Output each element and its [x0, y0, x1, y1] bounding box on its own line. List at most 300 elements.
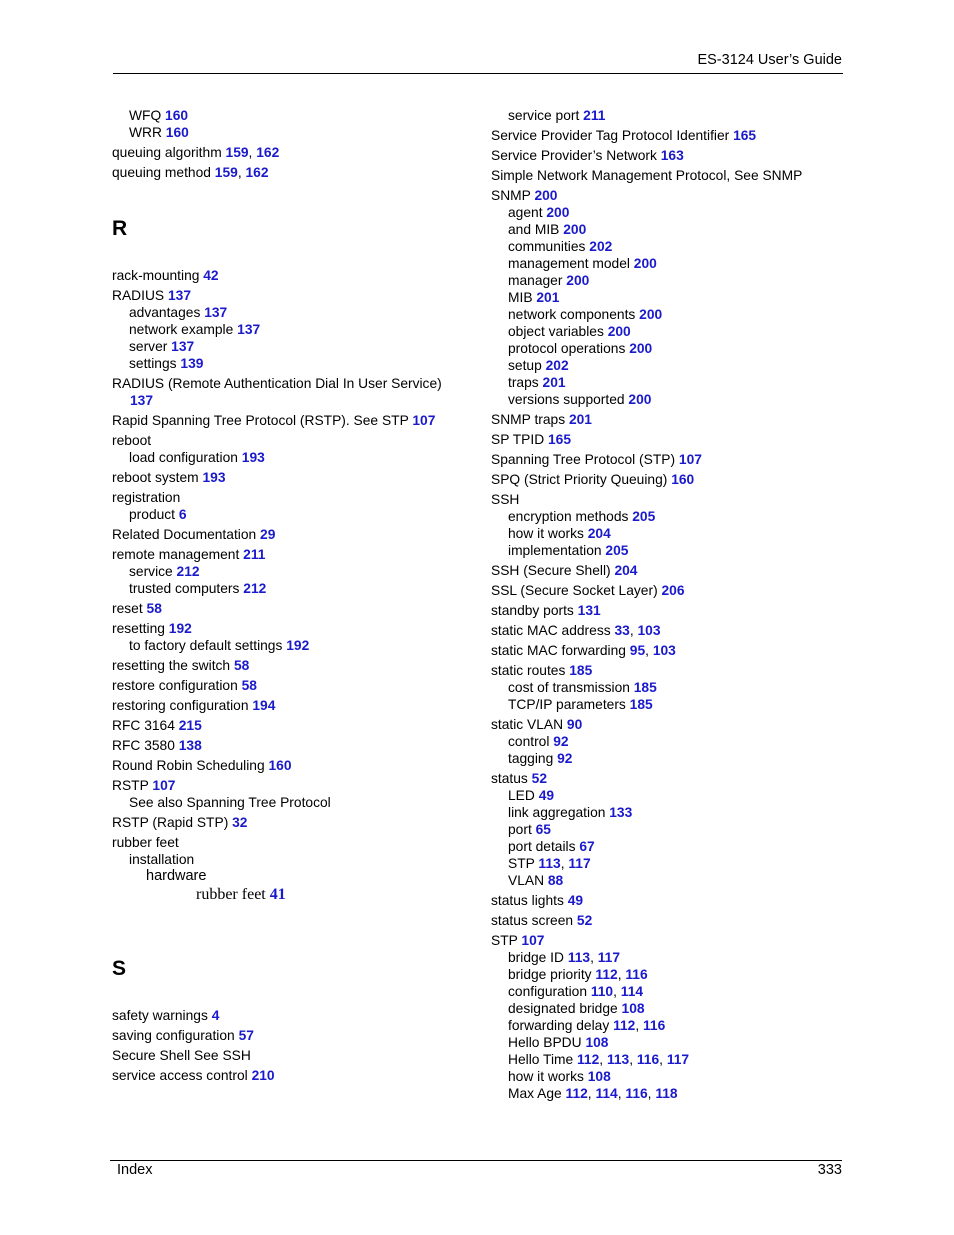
- index-term: RADIUS (Remote Authentication Dial In User Service): [112, 376, 442, 391]
- index-term: status: [491, 771, 532, 786]
- index-subentry: [112, 580, 472, 597]
- page-reference-link[interactable]: 210: [251, 1068, 275, 1083]
- index-term: encryption methods: [508, 509, 633, 524]
- index-entry: [491, 187, 851, 204]
- index-term: RADIUS: [112, 288, 168, 303]
- page-reference-link[interactable]: 42: [203, 268, 219, 283]
- index-term: reboot system: [112, 470, 203, 485]
- page-reference-link[interactable]: 41: [269, 886, 286, 903]
- page-reference-link[interactable]: 131: [577, 603, 601, 618]
- index-term: resetting: [112, 621, 169, 636]
- index-subentry: [491, 289, 851, 306]
- page-reference-link[interactable]: 192: [168, 621, 192, 636]
- index-term: WFQ: [129, 108, 166, 123]
- index-subentry: [491, 1000, 851, 1017]
- index-term: to factory default settings: [129, 638, 287, 653]
- index-term: traps: [508, 375, 543, 390]
- index-entry: [112, 1027, 472, 1044]
- index-entry: [112, 717, 472, 734]
- index-term: status lights: [491, 893, 568, 908]
- index-entry: [112, 144, 472, 161]
- index-entry: [491, 582, 851, 599]
- page-reference-link[interactable]: 116: [625, 1086, 648, 1101]
- index-subentry: [112, 124, 472, 141]
- index-term: product: [129, 507, 179, 522]
- page-reference-link[interactable]: 133: [609, 805, 633, 820]
- index-term: rubber feet: [196, 886, 270, 903]
- index-entry: [112, 489, 472, 506]
- page-reference-link[interactable]: 160: [268, 758, 292, 773]
- index-term: SP TPID: [491, 432, 548, 447]
- page-separator: ,: [590, 950, 598, 965]
- page-reference-link[interactable]: 139: [180, 356, 204, 371]
- page-reference-link[interactable]: 162: [256, 145, 280, 160]
- index-entry: [112, 375, 472, 392]
- index-term: configuration: [508, 984, 591, 999]
- index-term: how it works: [508, 1069, 588, 1084]
- index-subentry: [112, 321, 472, 338]
- page-reference-link[interactable]: 211: [243, 547, 266, 562]
- index-term: advantages: [129, 305, 205, 320]
- index-entry: [112, 657, 472, 674]
- page-reference-link[interactable]: 185: [633, 680, 657, 695]
- index-subentry: [491, 204, 851, 221]
- index-term: MIB: [508, 290, 537, 305]
- index-term: SSL (Secure Socket Layer): [491, 583, 662, 598]
- index-entry: [491, 451, 851, 468]
- index-subentry: [491, 107, 851, 124]
- page-separator: ,: [629, 1052, 637, 1067]
- page-reference-link[interactable]: 108: [587, 1069, 611, 1084]
- page-reference-link[interactable]: 202: [589, 239, 613, 254]
- index-term: bridge ID: [508, 950, 568, 965]
- index-subentry: [112, 794, 472, 811]
- index-section-letter: R: [112, 217, 128, 240]
- page-reference-link[interactable]: 137: [171, 339, 195, 354]
- index-entry: [491, 912, 851, 929]
- index-subentry: [491, 1085, 851, 1102]
- index-subentry: [491, 733, 851, 750]
- page-reference-link[interactable]: 162: [245, 165, 269, 180]
- page-reference-link[interactable]: 65: [535, 822, 551, 837]
- index-term: trusted computers: [129, 581, 244, 596]
- index-subentry: [112, 392, 472, 409]
- index-subentry: [491, 787, 851, 804]
- index-term: Secure Shell See SSH: [112, 1048, 251, 1063]
- index-term: registration: [112, 490, 181, 505]
- index-entry: [491, 770, 851, 787]
- index-subentry: [491, 750, 851, 767]
- page-reference-link[interactable]: 117: [568, 856, 591, 871]
- page-reference-link[interactable]: 57: [238, 1028, 254, 1043]
- index-entry: [491, 491, 851, 508]
- index-term: forwarding delay: [508, 1018, 614, 1033]
- page-reference-link[interactable]: 114: [595, 1086, 618, 1101]
- page-reference-link[interactable]: 116: [643, 1018, 666, 1033]
- index-term: SPQ (Strict Priority Queuing): [491, 472, 672, 487]
- page-reference-link[interactable]: 112: [595, 967, 618, 982]
- header-rule: [113, 73, 843, 74]
- page-separator: ,: [629, 623, 638, 638]
- index-term: server: [129, 339, 172, 354]
- index-term: reboot: [112, 433, 152, 448]
- index-subentry: [112, 304, 472, 321]
- index-entry: [112, 697, 472, 714]
- page-reference-link[interactable]: 192: [286, 638, 310, 653]
- index-subentry: [491, 1051, 851, 1068]
- index-term: and MIB: [508, 222, 564, 237]
- index-term: communities: [508, 239, 590, 254]
- page-reference-link[interactable]: 137: [237, 322, 261, 337]
- index-term: STP: [508, 856, 539, 871]
- index-subentry: [491, 255, 851, 272]
- page-reference-link[interactable]: 204: [587, 526, 611, 541]
- page-reference-link[interactable]: 107: [521, 933, 545, 948]
- index-subentry: [491, 983, 851, 1000]
- page-reference-link[interactable]: 212: [176, 564, 200, 579]
- page-separator: ,: [560, 856, 569, 871]
- page-separator: ,: [599, 1052, 607, 1067]
- index-term: queuing algorithm: [112, 145, 226, 160]
- index-entry: [112, 1007, 472, 1024]
- index-subentry: [112, 563, 472, 580]
- page-reference-link[interactable]: 108: [621, 1001, 645, 1016]
- page-reference-link[interactable]: 116: [636, 1052, 660, 1067]
- page-reference-link[interactable]: 200: [566, 273, 590, 288]
- page-reference-link[interactable]: 32: [232, 815, 248, 830]
- page-reference-link[interactable]: 138: [178, 738, 202, 753]
- index-term: Spanning Tree Protocol (STP): [491, 452, 679, 467]
- page-reference-link[interactable]: 95: [629, 643, 646, 658]
- page-reference-link[interactable]: 49: [567, 893, 584, 908]
- page-reference-link[interactable]: 116: [625, 967, 648, 982]
- index-term: implementation: [508, 543, 606, 558]
- page-reference-link[interactable]: 112: [613, 1018, 636, 1033]
- page-reference-link[interactable]: 165: [733, 128, 757, 143]
- page-separator: ,: [613, 984, 621, 999]
- page-reference-link[interactable]: 112: [577, 1052, 600, 1067]
- index-term: static MAC address: [491, 623, 615, 638]
- index-term: standby ports: [491, 603, 578, 618]
- index-term: service access control: [112, 1068, 252, 1083]
- index-term: saving configuration: [112, 1028, 239, 1043]
- page-reference-link[interactable]: 200: [633, 256, 657, 271]
- index-term: control: [508, 734, 554, 749]
- index-term: setup: [508, 358, 546, 373]
- index-term: SNMP: [491, 188, 535, 203]
- page-reference-link[interactable]: 52: [576, 913, 593, 928]
- page-reference-link[interactable]: 160: [671, 472, 695, 487]
- page-reference-link[interactable]: 185: [629, 697, 653, 712]
- footer-rule: [110, 1160, 842, 1161]
- index-entry: [112, 620, 472, 637]
- index-entry: [491, 642, 851, 659]
- page-reference-link[interactable]: 215: [178, 718, 202, 733]
- page-reference-link[interactable]: 52: [531, 771, 548, 786]
- index-entry: [112, 814, 472, 831]
- index-subentry: [491, 855, 851, 872]
- page-reference-link[interactable]: 204: [614, 563, 638, 578]
- index-subentry: [491, 238, 851, 255]
- index-term: Hello Time: [508, 1052, 578, 1067]
- page-reference-link[interactable]: 113: [606, 1052, 630, 1067]
- index-term: static VLAN: [491, 717, 567, 732]
- index-term: static MAC forwarding: [491, 643, 630, 658]
- page-reference-link[interactable]: 200: [563, 222, 587, 237]
- index-subentry: [491, 1017, 851, 1034]
- page-separator: ,: [617, 967, 626, 982]
- page-separator: ,: [647, 1086, 656, 1101]
- index-subentry: [491, 306, 851, 323]
- page-reference-link[interactable]: 114: [620, 984, 644, 999]
- index-term: object variables: [508, 324, 608, 339]
- page-reference-link[interactable]: 117: [597, 950, 621, 965]
- page-reference-link[interactable]: 49: [538, 788, 555, 803]
- index-entry: [491, 892, 851, 909]
- index-term: settings: [129, 356, 181, 371]
- page-reference-link[interactable]: 202: [545, 358, 569, 373]
- index-entry: [491, 127, 851, 144]
- index-term: STP: [491, 933, 522, 948]
- page-separator: ,: [659, 1052, 667, 1067]
- index-term: Simple Network Management Protocol, See SNMP: [491, 168, 803, 183]
- page-reference-link[interactable]: 137: [204, 305, 228, 320]
- index-subentry: [491, 508, 851, 525]
- page-reference-link[interactable]: 113: [538, 856, 561, 871]
- page-reference-link[interactable]: 107: [412, 413, 436, 428]
- page-reference-link[interactable]: 200: [629, 341, 653, 356]
- index-subentry: [491, 525, 851, 542]
- index-term: cost of transmission: [508, 680, 634, 695]
- page-reference-link[interactable]: 90: [566, 717, 583, 732]
- index-term: tagging: [508, 751, 558, 766]
- index-term: RSTP (Rapid STP): [112, 815, 233, 830]
- page-reference-link[interactable]: 200: [546, 205, 570, 220]
- page-reference-link[interactable]: 205: [605, 543, 629, 558]
- index-term: port details: [508, 839, 580, 854]
- index-entry: [491, 471, 851, 488]
- page-reference-link[interactable]: 200: [607, 324, 631, 339]
- index-subentry: [491, 966, 851, 983]
- page-reference-link[interactable]: 117: [666, 1052, 690, 1067]
- index-subentry: [112, 338, 472, 355]
- index-entry: [112, 834, 472, 851]
- index-term: SSH (Secure Shell): [491, 563, 615, 578]
- page-reference-link[interactable]: 211: [583, 108, 606, 123]
- index-term: static routes: [491, 663, 570, 678]
- page-reference-link[interactable]: 110: [590, 984, 614, 999]
- index-section-letter: S: [112, 957, 127, 980]
- index-term: safety warnings: [112, 1008, 212, 1023]
- index-entry: [112, 267, 472, 284]
- page-reference-link[interactable]: 200: [534, 188, 558, 203]
- footer-section-name: Index: [117, 1162, 153, 1178]
- index-column-right: [491, 107, 851, 1102]
- page-reference-link[interactable]: 193: [241, 450, 265, 465]
- index-subentry: [112, 355, 472, 372]
- index-term: service port: [508, 108, 584, 123]
- page-reference-link[interactable]: 193: [202, 470, 226, 485]
- index-entry: [491, 602, 851, 619]
- index-subentry: [112, 851, 472, 868]
- index-term: RSTP: [112, 778, 153, 793]
- index-term: Rapid Spanning Tree Protocol (RSTP). See STP: [112, 413, 413, 428]
- index-entry: [112, 777, 472, 794]
- index-term: rubber feet: [112, 835, 179, 850]
- page-reference-link[interactable]: 118: [655, 1086, 678, 1101]
- index-term: how it works: [508, 526, 588, 541]
- page-reference-link[interactable]: 29: [260, 527, 276, 542]
- page-reference-link[interactable]: 107: [678, 452, 702, 467]
- index-entry: [112, 164, 472, 181]
- page-reference-link[interactable]: 160: [165, 125, 189, 140]
- page-reference-link[interactable]: 200: [639, 307, 663, 322]
- page-reference-link[interactable]: 165: [548, 432, 572, 447]
- index-subentry: [491, 340, 851, 357]
- page-reference-link[interactable]: 58: [233, 658, 250, 673]
- index-term: restore configuration: [112, 678, 242, 693]
- page-reference-link[interactable]: 159: [225, 145, 249, 160]
- running-header-title: ES-3124 User’s Guide: [697, 52, 842, 68]
- page-separator: ,: [248, 145, 257, 160]
- index-entry: [491, 147, 851, 164]
- index-term: service: [129, 564, 177, 579]
- index-column-left: [112, 107, 472, 1084]
- footer-page-number: 333: [817, 1162, 842, 1178]
- page-reference-link[interactable]: 201: [536, 290, 560, 305]
- index-subentry: [112, 449, 472, 466]
- page-reference-link[interactable]: 92: [553, 734, 569, 749]
- page-reference-link[interactable]: 201: [568, 412, 592, 427]
- page-reference-link[interactable]: 58: [241, 678, 257, 693]
- index-term: installation: [129, 852, 195, 867]
- index-entry: [491, 431, 851, 448]
- page-reference-link[interactable]: 113: [567, 950, 591, 965]
- index-term: Service Provider’s Network: [491, 148, 661, 163]
- index-term: See also Spanning Tree Protocol: [129, 795, 331, 810]
- index-term: management model: [508, 256, 634, 271]
- index-subentry: [491, 1034, 851, 1051]
- page-reference-link[interactable]: 108: [585, 1035, 609, 1050]
- index-entry: [112, 677, 472, 694]
- index-subentry: [491, 221, 851, 238]
- index-entry: [112, 469, 472, 486]
- index-entry: [112, 526, 472, 543]
- index-term: protocol operations: [508, 341, 630, 356]
- page-reference-link[interactable]: 88: [547, 873, 564, 888]
- page-reference-link[interactable]: 6: [178, 507, 187, 522]
- index-entry: [491, 562, 851, 579]
- page-reference-link[interactable]: 4: [211, 1008, 220, 1023]
- index-subentry: [491, 679, 851, 696]
- page-reference-link[interactable]: 33: [614, 623, 630, 638]
- index-entry: [491, 167, 851, 184]
- page-reference-link[interactable]: 67: [579, 839, 595, 854]
- index-term: SSH: [491, 492, 520, 507]
- index-entry: [112, 412, 472, 429]
- index-term: remote management: [112, 547, 244, 562]
- index-subentry: [491, 949, 851, 966]
- page-reference-link[interactable]: 112: [565, 1086, 588, 1101]
- index-term: TCP/IP parameters: [508, 697, 630, 712]
- index-entry: [491, 716, 851, 733]
- index-term: manager: [508, 273, 567, 288]
- index-subentry: [491, 838, 851, 855]
- index-entry: [491, 411, 851, 428]
- index-term: queuing method: [112, 165, 215, 180]
- index-subentry: [491, 323, 851, 340]
- index-term: designated bridge: [508, 1001, 622, 1016]
- index-subentry: [491, 542, 851, 559]
- page-reference-link[interactable]: 107: [152, 778, 176, 793]
- page-reference-link[interactable]: 205: [632, 509, 656, 524]
- index-subentry: [112, 107, 472, 124]
- page-reference-link[interactable]: 137: [130, 393, 154, 408]
- page-reference-link[interactable]: 58: [146, 601, 162, 616]
- index-subentry: [112, 868, 472, 885]
- page-reference-link[interactable]: 103: [637, 623, 661, 638]
- index-term: Round Robin Scheduling: [112, 758, 269, 773]
- page-separator: ,: [587, 1086, 596, 1101]
- page-reference-link[interactable]: 185: [569, 663, 593, 678]
- page-separator: ,: [237, 165, 246, 180]
- page-reference-link[interactable]: 200: [628, 392, 652, 407]
- index-term: versions supported: [508, 392, 629, 407]
- index-term: Max Age: [508, 1086, 566, 1101]
- index-term: resetting the switch: [112, 658, 234, 673]
- index-subentry: [112, 885, 472, 905]
- index-entry: [112, 757, 472, 774]
- index-subentry: [491, 272, 851, 289]
- page-reference-link[interactable]: 137: [167, 288, 191, 303]
- page-reference-link[interactable]: 194: [252, 698, 276, 713]
- index-term: reset: [112, 601, 147, 616]
- index-entry: [112, 1047, 472, 1064]
- index-term: port: [508, 822, 536, 837]
- index-term: network components: [508, 307, 640, 322]
- index-entry: [491, 932, 851, 949]
- page-reference-link[interactable]: 206: [661, 583, 685, 598]
- page-reference-link[interactable]: 92: [557, 751, 573, 766]
- index-term: rack-mounting: [112, 268, 204, 283]
- page-separator: ,: [635, 1018, 644, 1033]
- index-term: WRR: [129, 125, 166, 140]
- index-entry: [112, 737, 472, 754]
- index-subentry: [491, 374, 851, 391]
- index-term: RFC 3580: [112, 738, 179, 753]
- index-term: VLAN: [508, 873, 548, 888]
- index-term: link aggregation: [508, 805, 610, 820]
- page-reference-link[interactable]: 159: [214, 165, 238, 180]
- page-separator: ,: [645, 643, 653, 658]
- page-reference-link[interactable]: 212: [243, 581, 267, 596]
- index-subentry: [491, 696, 851, 713]
- index-subentry: [491, 821, 851, 838]
- index-entry: [112, 287, 472, 304]
- index-subentry: [491, 872, 851, 889]
- index-subentry: [491, 391, 851, 408]
- page-reference-link[interactable]: 103: [652, 643, 676, 658]
- page-reference-link[interactable]: 160: [165, 108, 189, 123]
- index-subentry: [112, 637, 472, 654]
- index-term: Service Provider Tag Protocol Identifier: [491, 128, 734, 143]
- index-entry: [491, 622, 851, 639]
- index-term: hardware: [146, 868, 207, 884]
- index-term: SNMP traps: [491, 412, 569, 427]
- page-reference-link[interactable]: 201: [542, 375, 566, 390]
- page-reference-link[interactable]: 163: [660, 148, 684, 163]
- index-subentry: [112, 506, 472, 523]
